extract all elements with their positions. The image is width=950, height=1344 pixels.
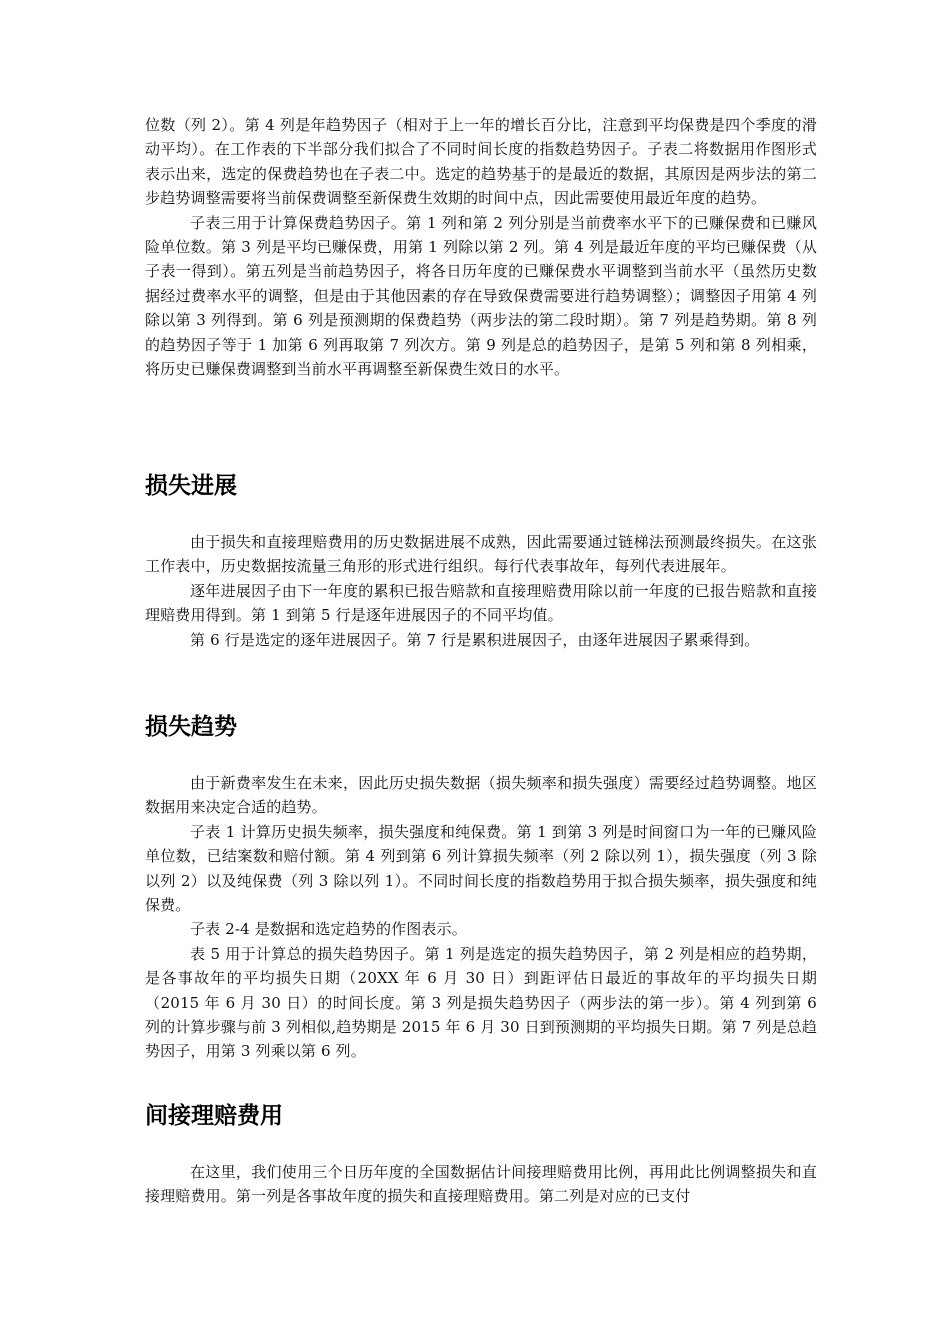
paragraph: 由于新费率发生在未来，因此历史损失数据（损失频率和损失强度）需要经过趋势调整。地区数据用来决定合适的趋势。: [145, 774, 817, 817]
paragraph: 第 6 行是选定的逐年进展因子。第 7 行是累积进展因子，由逐年进展因子累乘得到。: [190, 630, 760, 649]
paragraph: 子表 1 计算历史损失频率，损失强度和纯保费。第 1 到第 3 列是时间窗口为一年的已赚风险单位数，已结案数和赔付额。第 4 列到第 6 列计算损失频率（列 2 除以列 1），损失强度（列 3 除以列 2）以及纯保费（列 3 除以列 1）。不同时间长度的指数趋势用于拟合损失频率，损失强度和纯保费。: [145, 822, 817, 915]
paragraph: 在这里，我们使用三个日历年度的全国数据估计间接理赔费用比例，再用此比例调整损失和直接理赔费用。第一列是各事故年度的损失和直接理赔费用。第二列是对应的已支付: [145, 1163, 817, 1206]
section-loss-trend: [145, 771, 817, 1064]
heading-loss-development: 损失进展: [145, 473, 237, 499]
section-indirect-claim-expense: [145, 1160, 817, 1209]
paragraph: 表 5 用于计算总的损失趋势因子。第 1 列是选定的损失趋势因子，第 2 列是相应的趋势期，是各事故年的平均损失日期（20XX 年 6 月 30 日）到距评估日最近的事故年的平均损失日期（2015 年 6 月 30 日）的时间长度。第 3 列是损失趋势因子（两步法的第一步）。第 4 列到第 6 列的计算步骤与前 3 列相似,趋势期是 2015 年 6 月 30 日到预测期的平均损失日期。第 7 列是总趋势因子，用第 3 列乘以第 6 列。: [145, 944, 817, 1061]
paragraph: 由于损失和直接理赔费用的历史数据进展不成熟，因此需要通过链梯法预测最终损失。在这张工作表中，历史数据按流量三角形的形式进行组织。每行代表事故年，每列代表进展年。: [145, 533, 817, 576]
paragraph: 子表 2-4 是数据和选定趋势的作图表示。: [190, 920, 467, 939]
section-premium-trend-continued: [145, 113, 817, 381]
heading-loss-trend: 损失趋势: [145, 714, 237, 740]
paragraph: 子表三用于计算保费趋势因子。第 1 列和第 2 列分别是当前费率水平下的已赚保费和已赚风险单位数。第 3 列是平均已赚保费，用第 1 列除以第 2 列。第 4 列是最近年度的平均已赚保费（从子表一得到）。第五列是当前趋势因子，将各日历年度的已赚保费水平调整到当前水平（虽然历史数据经过费率水平的调整，但是由于其他因素的存在导致保费需要进行趋势调整）；调整因子用第 4 列除以第 3 列得到。第 6 列是预测期的保费趋势（两步法的第二段时期）。第 7 列是趋势期。第 8 列的趋势因子等于 1 加第 6 列再取第 7 列次方。第 9 列是总的趋势因子，是第 5 列和第 8 列相乘，将历史已赚保费调整到当前水平再调整至新保费生效日的水平。: [145, 213, 817, 379]
heading-indirect-claim-expense: 间接理赔费用: [145, 1103, 283, 1129]
paragraph: 位数（列 2）。第 4 列是年趋势因子（相对于上一年的增长百分比，注意到平均保费是四个季度的滑动平均）。在工作表的下半部分我们拟合了不同时间长度的指数趋势因子。子表二将数据用作图形式表示出来，选定的保费趋势也在子表二中。选定的趋势基于的是最近的数据，其原因是两步法的第二步趋势调整需要将当前保费调整至新保费生效期的时间中点，因此需要使用最近年度的趋势。: [145, 116, 817, 208]
section-loss-development: [145, 530, 817, 652]
paragraph: 逐年进展因子由下一年度的累积已报告赔款和直接理赔费用除以前一年度的已报告赔款和直接理赔费用得到。第 1 到第 5 行是逐年进展因子的不同平均值。: [145, 581, 817, 625]
